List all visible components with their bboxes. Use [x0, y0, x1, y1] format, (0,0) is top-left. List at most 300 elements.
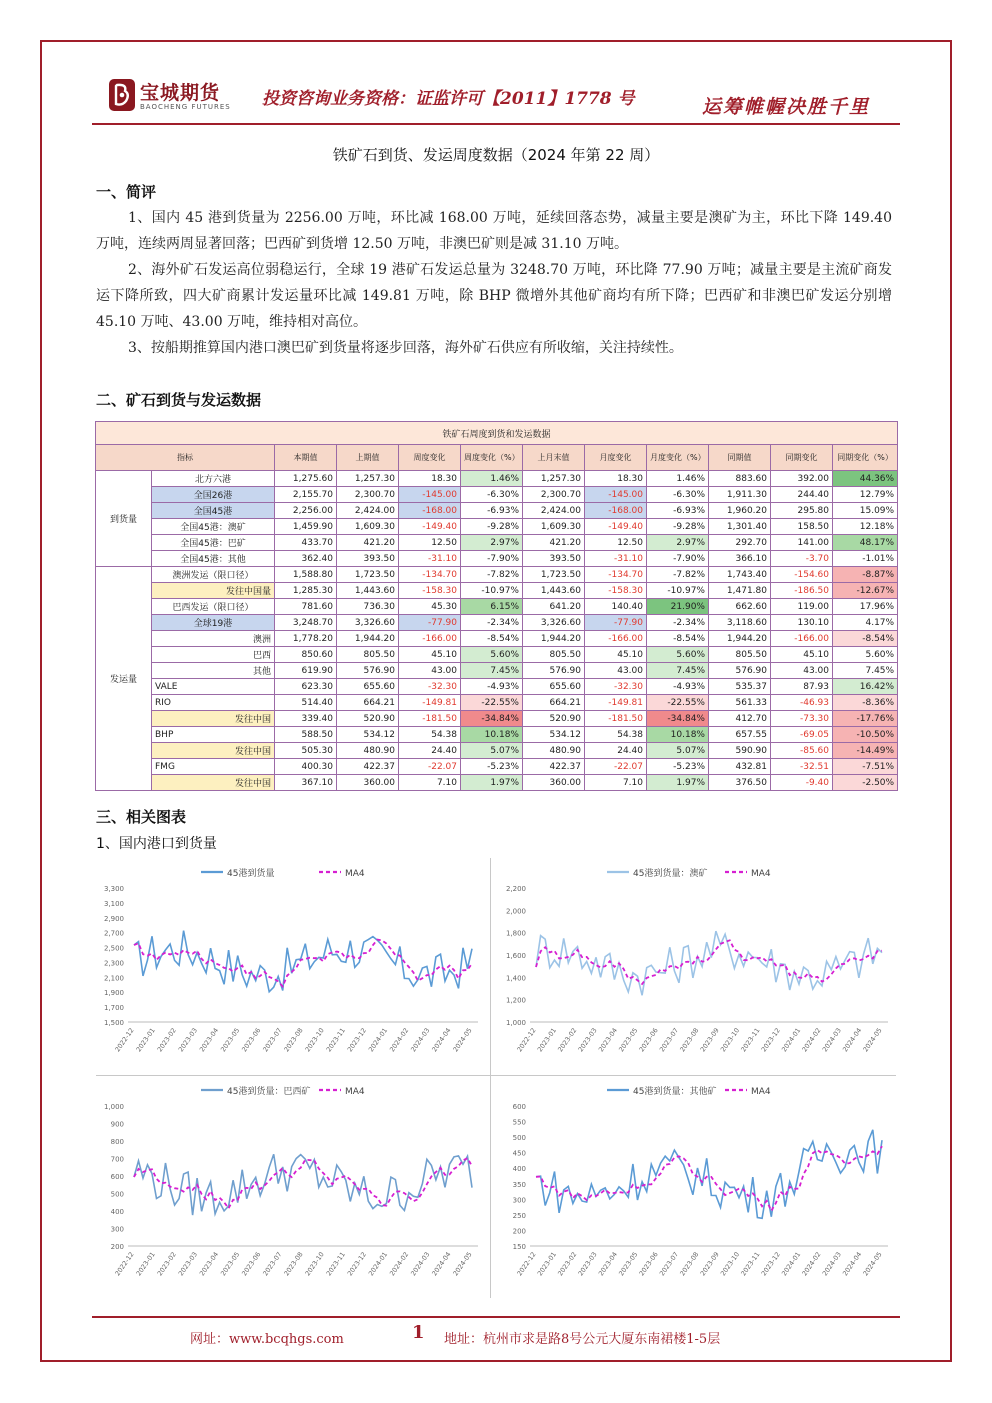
series-line: [134, 931, 472, 992]
table-header-row: [96, 445, 898, 471]
table-cell: 4.17%: [833, 615, 898, 631]
x-tick-label: 2024-04: [430, 1026, 453, 1054]
table-cell: 1.97%: [647, 775, 709, 791]
legend-series-label: 45港到货量: [227, 869, 275, 879]
table-cell: 367.10: [275, 775, 337, 791]
x-tick-label: 2024-05: [861, 1250, 884, 1278]
header-divider: [92, 123, 900, 125]
y-tick-label: 300: [512, 1196, 526, 1205]
table-cell: 5.07%: [647, 743, 709, 759]
table-cell: 339.40: [275, 711, 337, 727]
table-cell: -12.67%: [833, 583, 898, 599]
table-cell: 7.10: [399, 775, 461, 791]
table-cell: 655.60: [337, 679, 399, 695]
y-tick-label: 1,700: [103, 1004, 124, 1013]
y-tick-label: 2,500: [103, 944, 124, 953]
table-row: [96, 743, 898, 759]
chart-45-port-australia: [498, 860, 896, 1072]
y-tick-label: 350: [512, 1180, 526, 1189]
row-label: 全国45港: [152, 503, 275, 519]
table-cell: 1,609.30: [337, 519, 399, 535]
x-tick-label: 2023-05: [617, 1026, 640, 1054]
y-tick-label: 2,300: [103, 959, 124, 968]
x-tick-label: 2023-01: [535, 1026, 558, 1054]
table-cell: -166.00: [399, 631, 461, 647]
x-tick-label: 2024-04: [430, 1250, 453, 1278]
x-tick-label: 2023-01: [535, 1250, 558, 1278]
table-cell: 664.21: [337, 695, 399, 711]
row-label: 澳洲: [152, 631, 275, 647]
table-cell: 1,778.20: [275, 631, 337, 647]
table-cell: 2.97%: [647, 535, 709, 551]
x-tick-label: 2023-12: [345, 1026, 369, 1054]
table-cell: 641.20: [523, 599, 585, 615]
motto-text: 运筹帷幄决胜千里: [702, 96, 871, 118]
table-cell: -6.30%: [647, 487, 709, 503]
x-tick-label: 2023-02: [556, 1250, 579, 1278]
row-label: 全国45港：其他: [152, 551, 275, 567]
table-cell: 664.21: [523, 695, 585, 711]
table-cell: 7.45%: [647, 663, 709, 679]
table-cell: 87.93: [771, 679, 833, 695]
table-cell: -31.10: [399, 551, 461, 567]
x-tick-label: 2023-02: [155, 1250, 178, 1278]
row-label: 北方六港: [152, 471, 275, 487]
table-cell: -7.82%: [461, 567, 523, 583]
section-title-charts: 三、相关图表: [96, 808, 187, 826]
series-line: [536, 1130, 882, 1219]
x-tick-label: 2023-01: [134, 1026, 157, 1054]
table-cell: -8.87%: [833, 567, 898, 583]
table-cell: -22.07: [585, 759, 647, 775]
table-row: [96, 487, 898, 503]
table-cell: 7.45%: [461, 663, 523, 679]
table-header-cell: 上月末值: [523, 445, 585, 471]
y-tick-label: 700: [110, 1155, 124, 1164]
table-cell: 736.30: [337, 599, 399, 615]
y-tick-label: 400: [110, 1208, 124, 1216]
table-cell: 657.55: [709, 727, 771, 743]
legend-ma-label: MA4: [345, 869, 365, 879]
row-label: BHP: [152, 727, 275, 743]
page-footer: [92, 1322, 900, 1348]
line-chart-svg: [498, 860, 896, 1072]
table-cell: 5.60%: [647, 647, 709, 663]
section-title-data: 二、矿石到货与发运数据: [96, 391, 262, 409]
x-tick-label: 2024-04: [841, 1250, 864, 1278]
x-tick-label: 2023-03: [176, 1250, 200, 1278]
table-cell: -4.93%: [461, 679, 523, 695]
table-cell: -166.00: [585, 631, 647, 647]
x-tick-label: 2023-11: [739, 1250, 762, 1278]
table-cell: -181.50: [585, 711, 647, 727]
table-cell: 1,257.30: [337, 471, 399, 487]
ore-data-table: [95, 421, 897, 791]
table-cell: 805.50: [709, 647, 771, 663]
row-label: 全球19港: [152, 615, 275, 631]
group-label-arrival: 到货量: [96, 471, 152, 567]
table-cell: -3.70: [771, 551, 833, 567]
line-chart-svg: [498, 1078, 896, 1296]
x-tick-label: 2024-02: [800, 1026, 823, 1054]
x-tick-label: 2024-03: [820, 1026, 843, 1054]
row-label: 发往中国量: [152, 583, 275, 599]
table-cell: -166.00: [771, 631, 833, 647]
table-cell: 2,256.00: [275, 503, 337, 519]
x-tick-label: 2023-11: [324, 1026, 347, 1054]
table-cell: 43.00: [399, 663, 461, 679]
table-cell: 534.12: [523, 727, 585, 743]
table-cell: 3,248.70: [275, 615, 337, 631]
table-cell: -149.81: [585, 695, 647, 711]
table-cell: 3,326.60: [523, 615, 585, 631]
table-cell: 2.97%: [461, 535, 523, 551]
table-cell: -10.97%: [647, 583, 709, 599]
y-tick-label: 300: [110, 1225, 124, 1234]
row-label: 全国45港：巴矿: [152, 535, 275, 551]
table-cell: 45.10: [399, 647, 461, 663]
table-cell: 480.90: [337, 743, 399, 759]
table-cell: 12.79%: [833, 487, 898, 503]
y-tick-label: 1,900: [103, 989, 124, 998]
table-cell: 588.50: [275, 727, 337, 743]
y-tick-label: 200: [110, 1243, 124, 1251]
table-row: [96, 759, 898, 775]
table-cell: 1,743.40: [709, 567, 771, 583]
table-cell: 1,471.80: [709, 583, 771, 599]
company-logo: [108, 76, 248, 116]
table-cell: 2,424.00: [337, 503, 399, 519]
x-tick-label: 2023-11: [324, 1250, 347, 1278]
table-cell: 576.90: [709, 663, 771, 679]
table-cell: -34.84%: [461, 711, 523, 727]
x-tick-label: 2023-04: [596, 1250, 620, 1278]
chart-45-port-other: [498, 1078, 896, 1296]
table-cell: 158.50: [771, 519, 833, 535]
legend-ma-label: MA4: [751, 1087, 771, 1097]
table-cell: 45.10: [771, 647, 833, 663]
x-tick-label: 2023-08: [282, 1250, 305, 1278]
table-cell: -14.49%: [833, 743, 898, 759]
table-cell: 1.46%: [461, 471, 523, 487]
table-cell: -6.93%: [647, 503, 709, 519]
x-tick-label: 2023-07: [261, 1026, 284, 1054]
table-row: [96, 583, 898, 599]
table-row: [96, 599, 898, 615]
table-cell: -7.51%: [833, 759, 898, 775]
x-tick-label: 2023-05: [219, 1250, 242, 1278]
x-tick-label: 2023-08: [282, 1026, 305, 1054]
table-cell: -145.00: [399, 487, 461, 503]
x-tick-label: 2023-05: [219, 1026, 242, 1054]
group-label-shipment: 发运量: [96, 567, 152, 791]
x-tick-label: 2022-12: [113, 1250, 136, 1278]
table-cell: 48.17%: [833, 535, 898, 551]
table-cell: -7.90%: [647, 551, 709, 567]
y-tick-label: 900: [110, 1120, 124, 1129]
x-tick-label: 2023-10: [303, 1026, 326, 1054]
table-cell: 781.60: [275, 599, 337, 615]
table-cell: 392.00: [771, 471, 833, 487]
x-tick-label: 2024-04: [841, 1026, 864, 1054]
table-cell: 44.36%: [833, 471, 898, 487]
table-row: [96, 711, 898, 727]
table-cell: 295.80: [771, 503, 833, 519]
y-tick-label: 250: [512, 1211, 526, 1220]
table-cell: -6.30%: [461, 487, 523, 503]
table-cell: -9.40: [771, 775, 833, 791]
table-cell: -32.51: [771, 759, 833, 775]
row-label: 发往中国: [152, 711, 275, 727]
table-cell: 17.96%: [833, 599, 898, 615]
table-header-cell: 月度变化: [585, 445, 647, 471]
y-tick-label: 400: [512, 1165, 526, 1174]
table-cell: 1,723.50: [523, 567, 585, 583]
x-tick-label: 2023-03: [176, 1026, 200, 1054]
table-cell: 12.50: [585, 535, 647, 551]
row-label: VALE: [152, 679, 275, 695]
table-cell: 1,609.30: [523, 519, 585, 535]
table-cell: 140.40: [585, 599, 647, 615]
table-cell: -22.55%: [647, 695, 709, 711]
x-tick-label: 2024-03: [820, 1250, 843, 1278]
footer-address: 地址：杭州市求是路8号公元大厦东南裙楼1-5层: [444, 1332, 721, 1347]
table-cell: -149.40: [585, 519, 647, 535]
table-cell: 432.81: [709, 759, 771, 775]
row-label: 全国45港：澳矿: [152, 519, 275, 535]
table-cell: 16.42%: [833, 679, 898, 695]
table-cell: -5.23%: [647, 759, 709, 775]
x-tick-label: 2023-02: [155, 1026, 178, 1054]
subsection-title-arrivals: 1、国内港口到货量: [96, 836, 217, 852]
x-tick-label: 2024-02: [388, 1250, 411, 1278]
x-tick-label: 2024-02: [800, 1250, 823, 1278]
table-cell: 45.30: [399, 599, 461, 615]
table-cell: 422.37: [523, 759, 585, 775]
table-cell: -34.84%: [647, 711, 709, 727]
y-tick-label: 500: [110, 1190, 124, 1199]
table-cell: 10.18%: [647, 727, 709, 743]
x-tick-label: 2023-03: [576, 1250, 599, 1278]
table-title: 铁矿石周度到货和发运数据: [96, 422, 898, 445]
x-tick-label: 2023-04: [596, 1026, 620, 1054]
document-title: 铁矿石到货、发运周度数据（2024 年第 22 周）: [332, 146, 660, 164]
table-cell: -9.28%: [647, 519, 709, 535]
x-tick-label: 2024-01: [780, 1026, 803, 1054]
table-cell: 119.00: [771, 599, 833, 615]
table-cell: -186.50: [771, 583, 833, 599]
x-tick-label: 2023-04: [197, 1026, 221, 1054]
y-tick-label: 600: [110, 1173, 124, 1181]
table-cell: -46.93: [771, 695, 833, 711]
table-cell: 21.90%: [647, 599, 709, 615]
table-cell: 10.18%: [461, 727, 523, 743]
legend-ma-label: MA4: [751, 869, 771, 879]
row-label: 巴西发运（限口径）: [152, 599, 275, 615]
x-tick-label: 2023-05: [617, 1250, 640, 1278]
y-tick-label: 150: [512, 1243, 526, 1251]
table-cell: -6.93%: [461, 503, 523, 519]
table-cell: -154.60: [771, 567, 833, 583]
table-cell: 505.30: [275, 743, 337, 759]
y-tick-label: 2,700: [103, 929, 124, 938]
table-cell: -149.40: [399, 519, 461, 535]
table-row: [96, 679, 898, 695]
table-cell: 1,911.30: [709, 487, 771, 503]
table-cell: 1.97%: [461, 775, 523, 791]
line-chart-svg: [96, 1078, 486, 1296]
table-cell: 662.60: [709, 599, 771, 615]
x-tick-label: 2023-10: [303, 1250, 326, 1278]
page-header: [90, 72, 890, 120]
line-chart-svg: [96, 860, 486, 1072]
table-cell: 1,588.80: [275, 567, 337, 583]
x-tick-label: 2022-12: [515, 1250, 538, 1278]
table-cell: 433.70: [275, 535, 337, 551]
y-tick-label: 1,200: [505, 996, 526, 1005]
table-cell: 421.20: [337, 535, 399, 551]
table-cell: 12.50: [399, 535, 461, 551]
y-tick-label: 1,000: [505, 1019, 526, 1027]
table-title-row: [96, 422, 898, 445]
x-tick-label: 2023-08: [678, 1250, 701, 1278]
table-cell: 514.40: [275, 695, 337, 711]
table-row: [96, 503, 898, 519]
table-cell: -73.30: [771, 711, 833, 727]
table-cell: 1,301.40: [709, 519, 771, 535]
table-cell: 393.50: [337, 551, 399, 567]
table-cell: 3,326.60: [337, 615, 399, 631]
x-tick-label: 2023-09: [698, 1026, 721, 1054]
table-cell: 393.50: [523, 551, 585, 567]
table-cell: 12.18%: [833, 519, 898, 535]
row-label: 巴西: [152, 647, 275, 663]
x-tick-label: 2023-06: [240, 1026, 263, 1054]
series-line: [536, 931, 882, 995]
table-cell: 1,944.20: [523, 631, 585, 647]
table-cell: 360.00: [523, 775, 585, 791]
table-cell: -2.34%: [461, 615, 523, 631]
table-cell: -31.10: [585, 551, 647, 567]
table-cell: 576.90: [337, 663, 399, 679]
y-tick-label: 1,800: [505, 929, 526, 938]
table-cell: 850.60: [275, 647, 337, 663]
ma4-line: [134, 940, 472, 987]
table-cell: 376.50: [709, 775, 771, 791]
table-header-cell: 同期值: [709, 445, 771, 471]
table-cell: -10.50%: [833, 727, 898, 743]
table-header-cell: 周度变化: [399, 445, 461, 471]
table-cell: -181.50: [399, 711, 461, 727]
table-cell: 576.90: [523, 663, 585, 679]
x-tick-label: 2024-05: [451, 1026, 474, 1054]
table-row: [96, 471, 898, 487]
x-tick-label: 2024-01: [366, 1250, 390, 1278]
table-row: [96, 647, 898, 663]
table-cell: -8.54%: [461, 631, 523, 647]
x-tick-label: 2023-03: [576, 1026, 599, 1054]
table-cell: 619.90: [275, 663, 337, 679]
table-cell: 244.40: [771, 487, 833, 503]
legend-series-label: 45港到货量：其他矿: [633, 1087, 717, 1097]
table-cell: 5.60%: [461, 647, 523, 663]
x-tick-label: 2023-07: [261, 1250, 284, 1278]
x-tick-label: 2024-01: [366, 1026, 390, 1054]
x-tick-label: 2023-12: [759, 1250, 782, 1278]
table-row: [96, 695, 898, 711]
chart-grid-vertical-divider: [490, 858, 491, 1298]
table-cell: 1,443.60: [523, 583, 585, 599]
row-label: RIO: [152, 695, 275, 711]
table-cell: 362.40: [275, 551, 337, 567]
table-cell: 2,300.70: [523, 487, 585, 503]
x-tick-label: 2024-03: [409, 1250, 432, 1278]
summary-paragraph-2: 2、海外矿石发运高位弱稳运行，全球 19 港矿石发运总量为 3248.70 万吨，环比降 77.90 万吨；减量主要是主流矿商发运下降所致，四大矿商累计发运量环比减 149.81 万吨，除 BHP 微增外其他矿商均有所下降；巴西矿和非澳巴矿发运分别增 45.10 万吨、43.00 万吨，维持相对高位。: [96, 262, 892, 330]
table-cell: 7.10: [585, 775, 647, 791]
y-tick-label: 3,300: [103, 885, 124, 893]
table-cell: -8.54%: [833, 631, 898, 647]
table-header-cell: 本期值: [275, 445, 337, 471]
summary-paragraph-3: 3、按船期推算国内港口澳巴矿到货量将逐步回落，海外矿石供应有所收缩，关注持续性。: [128, 340, 683, 356]
y-tick-label: 1,500: [103, 1019, 124, 1027]
table-cell: -1.01%: [833, 551, 898, 567]
y-tick-label: 1,000: [103, 1103, 124, 1111]
x-tick-label: 2023-06: [240, 1250, 263, 1278]
table-cell: -77.90: [399, 615, 461, 631]
x-tick-label: 2023-07: [657, 1026, 681, 1054]
table-cell: 805.50: [337, 647, 399, 663]
y-tick-label: 2,000: [505, 907, 526, 916]
logo-text-cn: 宝城期货: [140, 82, 221, 104]
table-cell: -168.00: [399, 503, 461, 519]
x-tick-label: 2023-11: [739, 1026, 762, 1054]
table-cell: -22.55%: [461, 695, 523, 711]
table-cell: 1,944.20: [337, 631, 399, 647]
table-header-cell: 同期变化: [771, 445, 833, 471]
table-cell: 5.07%: [461, 743, 523, 759]
chart-45-port-brazil: [96, 1078, 486, 1296]
x-tick-label: 2022-12: [515, 1026, 538, 1054]
y-tick-label: 200: [512, 1227, 526, 1236]
x-tick-label: 2024-03: [409, 1026, 432, 1054]
row-label: 全国26港: [152, 487, 275, 503]
table-cell: 1,960.20: [709, 503, 771, 519]
table-cell: 520.90: [523, 711, 585, 727]
table-cell: -17.76%: [833, 711, 898, 727]
chart-45-port-arrivals: [96, 860, 486, 1072]
table-header-cell: 周度变化（%）: [461, 445, 523, 471]
table-cell: -32.30: [585, 679, 647, 695]
x-tick-label: 2024-02: [388, 1026, 411, 1054]
table-cell: 534.12: [337, 727, 399, 743]
table-cell: -4.93%: [647, 679, 709, 695]
x-tick-label: 2023-02: [556, 1026, 579, 1054]
table-cell: 1,459.90: [275, 519, 337, 535]
x-tick-label: 2023-04: [197, 1250, 221, 1278]
table-cell: -158.30: [585, 583, 647, 599]
chart-grid-horizontal-divider: [96, 1075, 896, 1076]
table-cell: -168.00: [585, 503, 647, 519]
table-cell: -145.00: [585, 487, 647, 503]
table-cell: 1.46%: [647, 471, 709, 487]
x-tick-label: 2023-12: [345, 1250, 369, 1278]
legend-series-label: 45港到货量：巴西矿: [227, 1087, 311, 1097]
table-cell: 1,257.30: [523, 471, 585, 487]
table-cell: 883.60: [709, 471, 771, 487]
table-cell: 18.30: [585, 471, 647, 487]
table-cell: 43.00: [771, 663, 833, 679]
table-cell: 141.00: [771, 535, 833, 551]
